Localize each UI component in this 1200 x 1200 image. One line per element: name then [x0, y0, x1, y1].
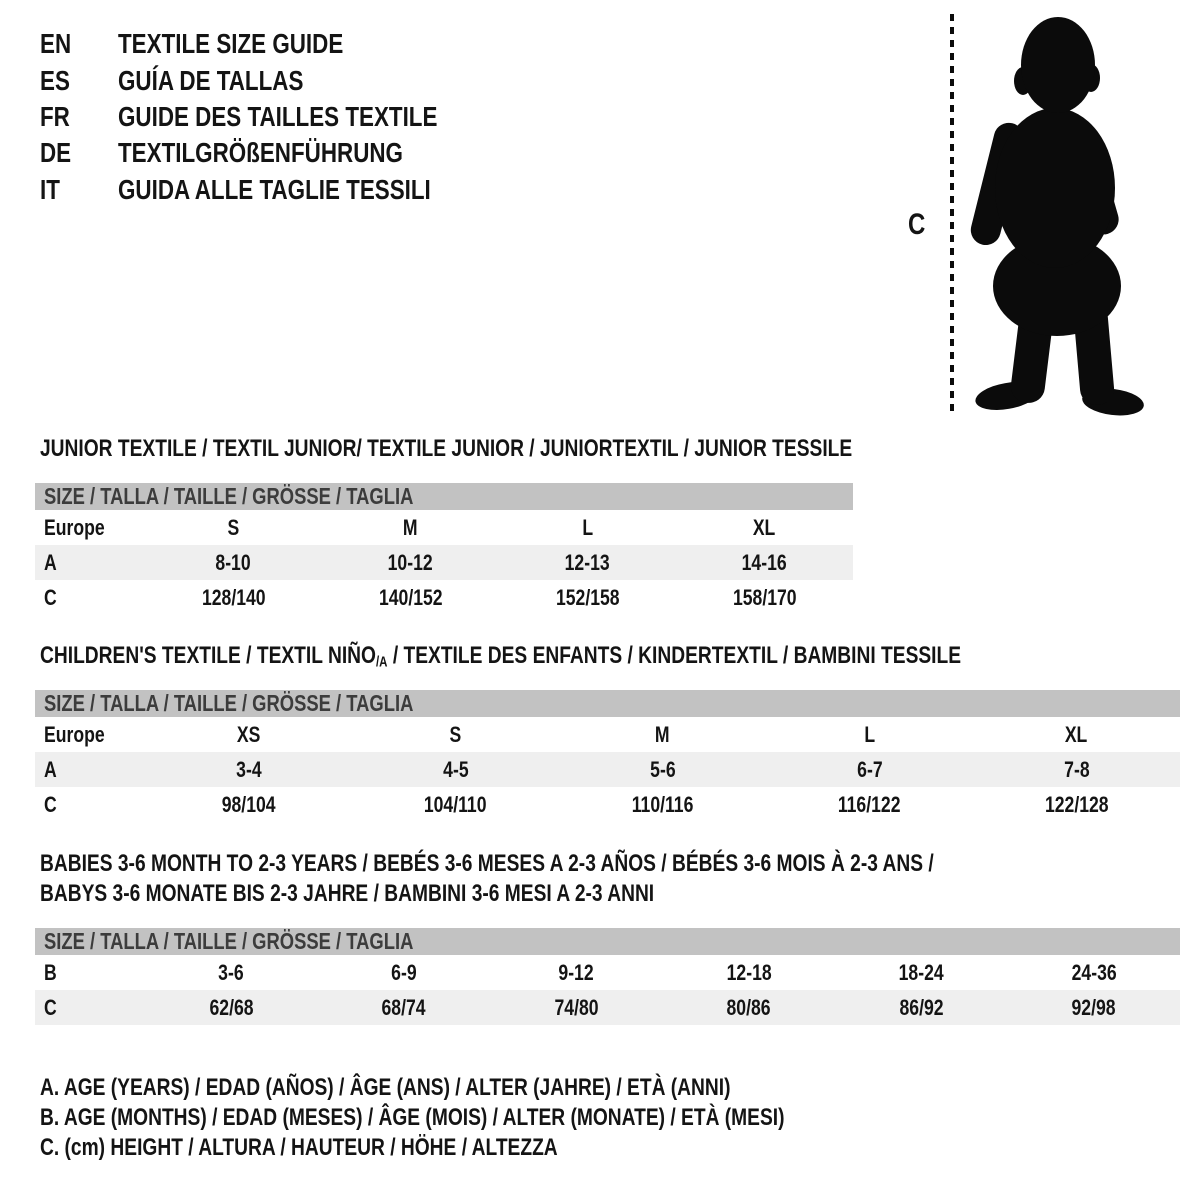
- size-cell: 24-36: [1071, 959, 1117, 985]
- row-label: C: [44, 584, 57, 610]
- lang-title: TEXTILE SIZE GUIDE: [118, 28, 344, 60]
- row-label: Europe: [44, 514, 105, 540]
- measure-label-c: C: [908, 208, 926, 241]
- size-cell: 8-10: [215, 549, 252, 575]
- size-cell: 152/158: [555, 584, 620, 610]
- size-cell: 3-6: [218, 959, 244, 985]
- size-header-babies: SIZE / TALLA / TAILLE / GRÖSSE / TAGLIA: [35, 928, 1180, 955]
- size-cell: M: [655, 721, 670, 747]
- size-cell: 6-9: [391, 959, 417, 985]
- lang-row-en: [40, 26, 517, 62]
- row-label: A: [44, 756, 57, 782]
- row-label: B: [44, 959, 57, 985]
- size-cell: 7-8: [1063, 756, 1090, 782]
- children-size-table: [35, 690, 1180, 822]
- size-cell: 10-12: [387, 549, 434, 575]
- size-cell: 62/68: [209, 994, 254, 1020]
- size-cell: 12-18: [726, 959, 772, 985]
- babies-section-title: BABIES 3-6 MONTH TO 2-3 YEARS / BEBÉS 3-6 MESES A 2-3 AÑOS / BÉBÉS 3-6 MOIS À 2-3 ANS / BABYS 3-6 MONATE BIS 2-3 JAHRE / BAMBINI 3-6 MESI A 2-3 ANNI: [40, 850, 934, 907]
- lang-code: ES: [40, 64, 70, 96]
- row-label: C: [44, 994, 57, 1020]
- size-cell: 116/122: [838, 791, 901, 817]
- lang-row-fr: [40, 99, 517, 135]
- size-header-junior: SIZE / TALLA / TAILLE / GRÖSSE / TAGLIA: [35, 483, 853, 510]
- lang-code: FR: [40, 100, 70, 132]
- babies-size-table: [35, 928, 1180, 1025]
- legend-line-b: B. AGE (MONTHS) / EDAD (MESES) / ÂGE (MOIS) / ALTER (MONATE) / ETÀ (MESI): [40, 1104, 785, 1131]
- size-cell: 6-7: [856, 756, 883, 782]
- size-cell: 140/152: [378, 584, 443, 610]
- row-label: A: [44, 549, 57, 575]
- table-row-age: [35, 752, 1180, 787]
- lang-title: GUIDE DES TAILLES TEXTILE: [118, 100, 438, 132]
- size-cell: 98/104: [221, 791, 276, 817]
- size-cell: 80/86: [726, 994, 771, 1020]
- legend-line-c: C. (cm) HEIGHT / ALTURA / HAUTEUR / HÖHE / ALTEZZA: [40, 1134, 558, 1161]
- size-cell: 74/80: [554, 994, 599, 1020]
- row-label: C: [44, 791, 57, 817]
- size-cell: 86/92: [899, 994, 944, 1020]
- lang-title: TEXTILGRÖßENFÜHRUNG: [118, 137, 403, 169]
- size-cell: S: [227, 514, 240, 540]
- size-cell: 122/128: [1044, 791, 1109, 817]
- size-cell: 9-12: [558, 959, 594, 985]
- size-cell: 14-16: [741, 549, 788, 575]
- language-header: [40, 26, 517, 208]
- size-cell: 12-13: [564, 549, 611, 575]
- size-cell: S: [449, 721, 462, 747]
- legend: [40, 1073, 971, 1163]
- size-cell: L: [582, 514, 593, 540]
- size-header-children: SIZE / TALLA / TAILLE / GRÖSSE / TAGLIA: [35, 690, 1180, 717]
- lang-code: EN: [40, 28, 72, 60]
- table-row-age-months: [35, 955, 1180, 990]
- row-label: Europe: [44, 721, 105, 747]
- size-cell: 104/110: [424, 791, 487, 817]
- size-cell: 4-5: [442, 756, 469, 782]
- lang-row-it: [40, 172, 517, 208]
- lang-code: DE: [40, 137, 72, 169]
- size-cell: 92/98: [1071, 994, 1116, 1020]
- lang-row-de: [40, 135, 517, 171]
- figure-area: [935, 8, 1150, 420]
- table-row-europe: [35, 717, 1180, 752]
- lang-title: GUIDA ALLE TAGLIE TESSILI: [118, 173, 431, 205]
- size-cell: 18-24: [898, 959, 944, 985]
- legend-line-a: A. AGE (YEARS) / EDAD (AÑOS) / ÂGE (ANS) / ALTER (JAHRE) / ETÀ (ANNI): [40, 1074, 731, 1101]
- size-cell: XL: [753, 514, 776, 540]
- table-row-age: [35, 545, 853, 580]
- table-row-height: [35, 990, 1180, 1025]
- size-cell: 128/140: [201, 584, 266, 610]
- size-cell: 110/116: [631, 791, 694, 817]
- junior-size-table: [35, 483, 853, 615]
- lang-row-es: [40, 62, 517, 98]
- size-cell: XL: [1065, 721, 1088, 747]
- table-row-height: [35, 580, 853, 615]
- size-cell: 68/74: [381, 994, 426, 1020]
- table-row-europe: [35, 510, 853, 545]
- lang-title: GUÍA DE TALLAS: [118, 64, 304, 96]
- toddler-silhouette-svg: [935, 8, 1150, 420]
- size-cell: 3-4: [235, 756, 262, 782]
- children-section-title: CHILDREN'S TEXTILE / TEXTIL NIÑO/A / TEXTILE DES ENFANTS / KINDERTEXTIL / BAMBINI TESSILE: [40, 642, 962, 671]
- size-cell: 158/170: [732, 584, 797, 610]
- size-cell: XS: [236, 721, 261, 747]
- size-cell: L: [864, 721, 875, 747]
- size-cell: 5-6: [649, 756, 676, 782]
- table-row-height: [35, 787, 1180, 822]
- size-cell: M: [403, 514, 418, 540]
- junior-section-title: JUNIOR TEXTILE / TEXTIL JUNIOR/ TEXTILE JUNIOR / JUNIORTEXTIL / JUNIOR TESSILE: [40, 435, 853, 462]
- toddler-silhouette: [968, 17, 1146, 419]
- lang-code: IT: [40, 173, 60, 205]
